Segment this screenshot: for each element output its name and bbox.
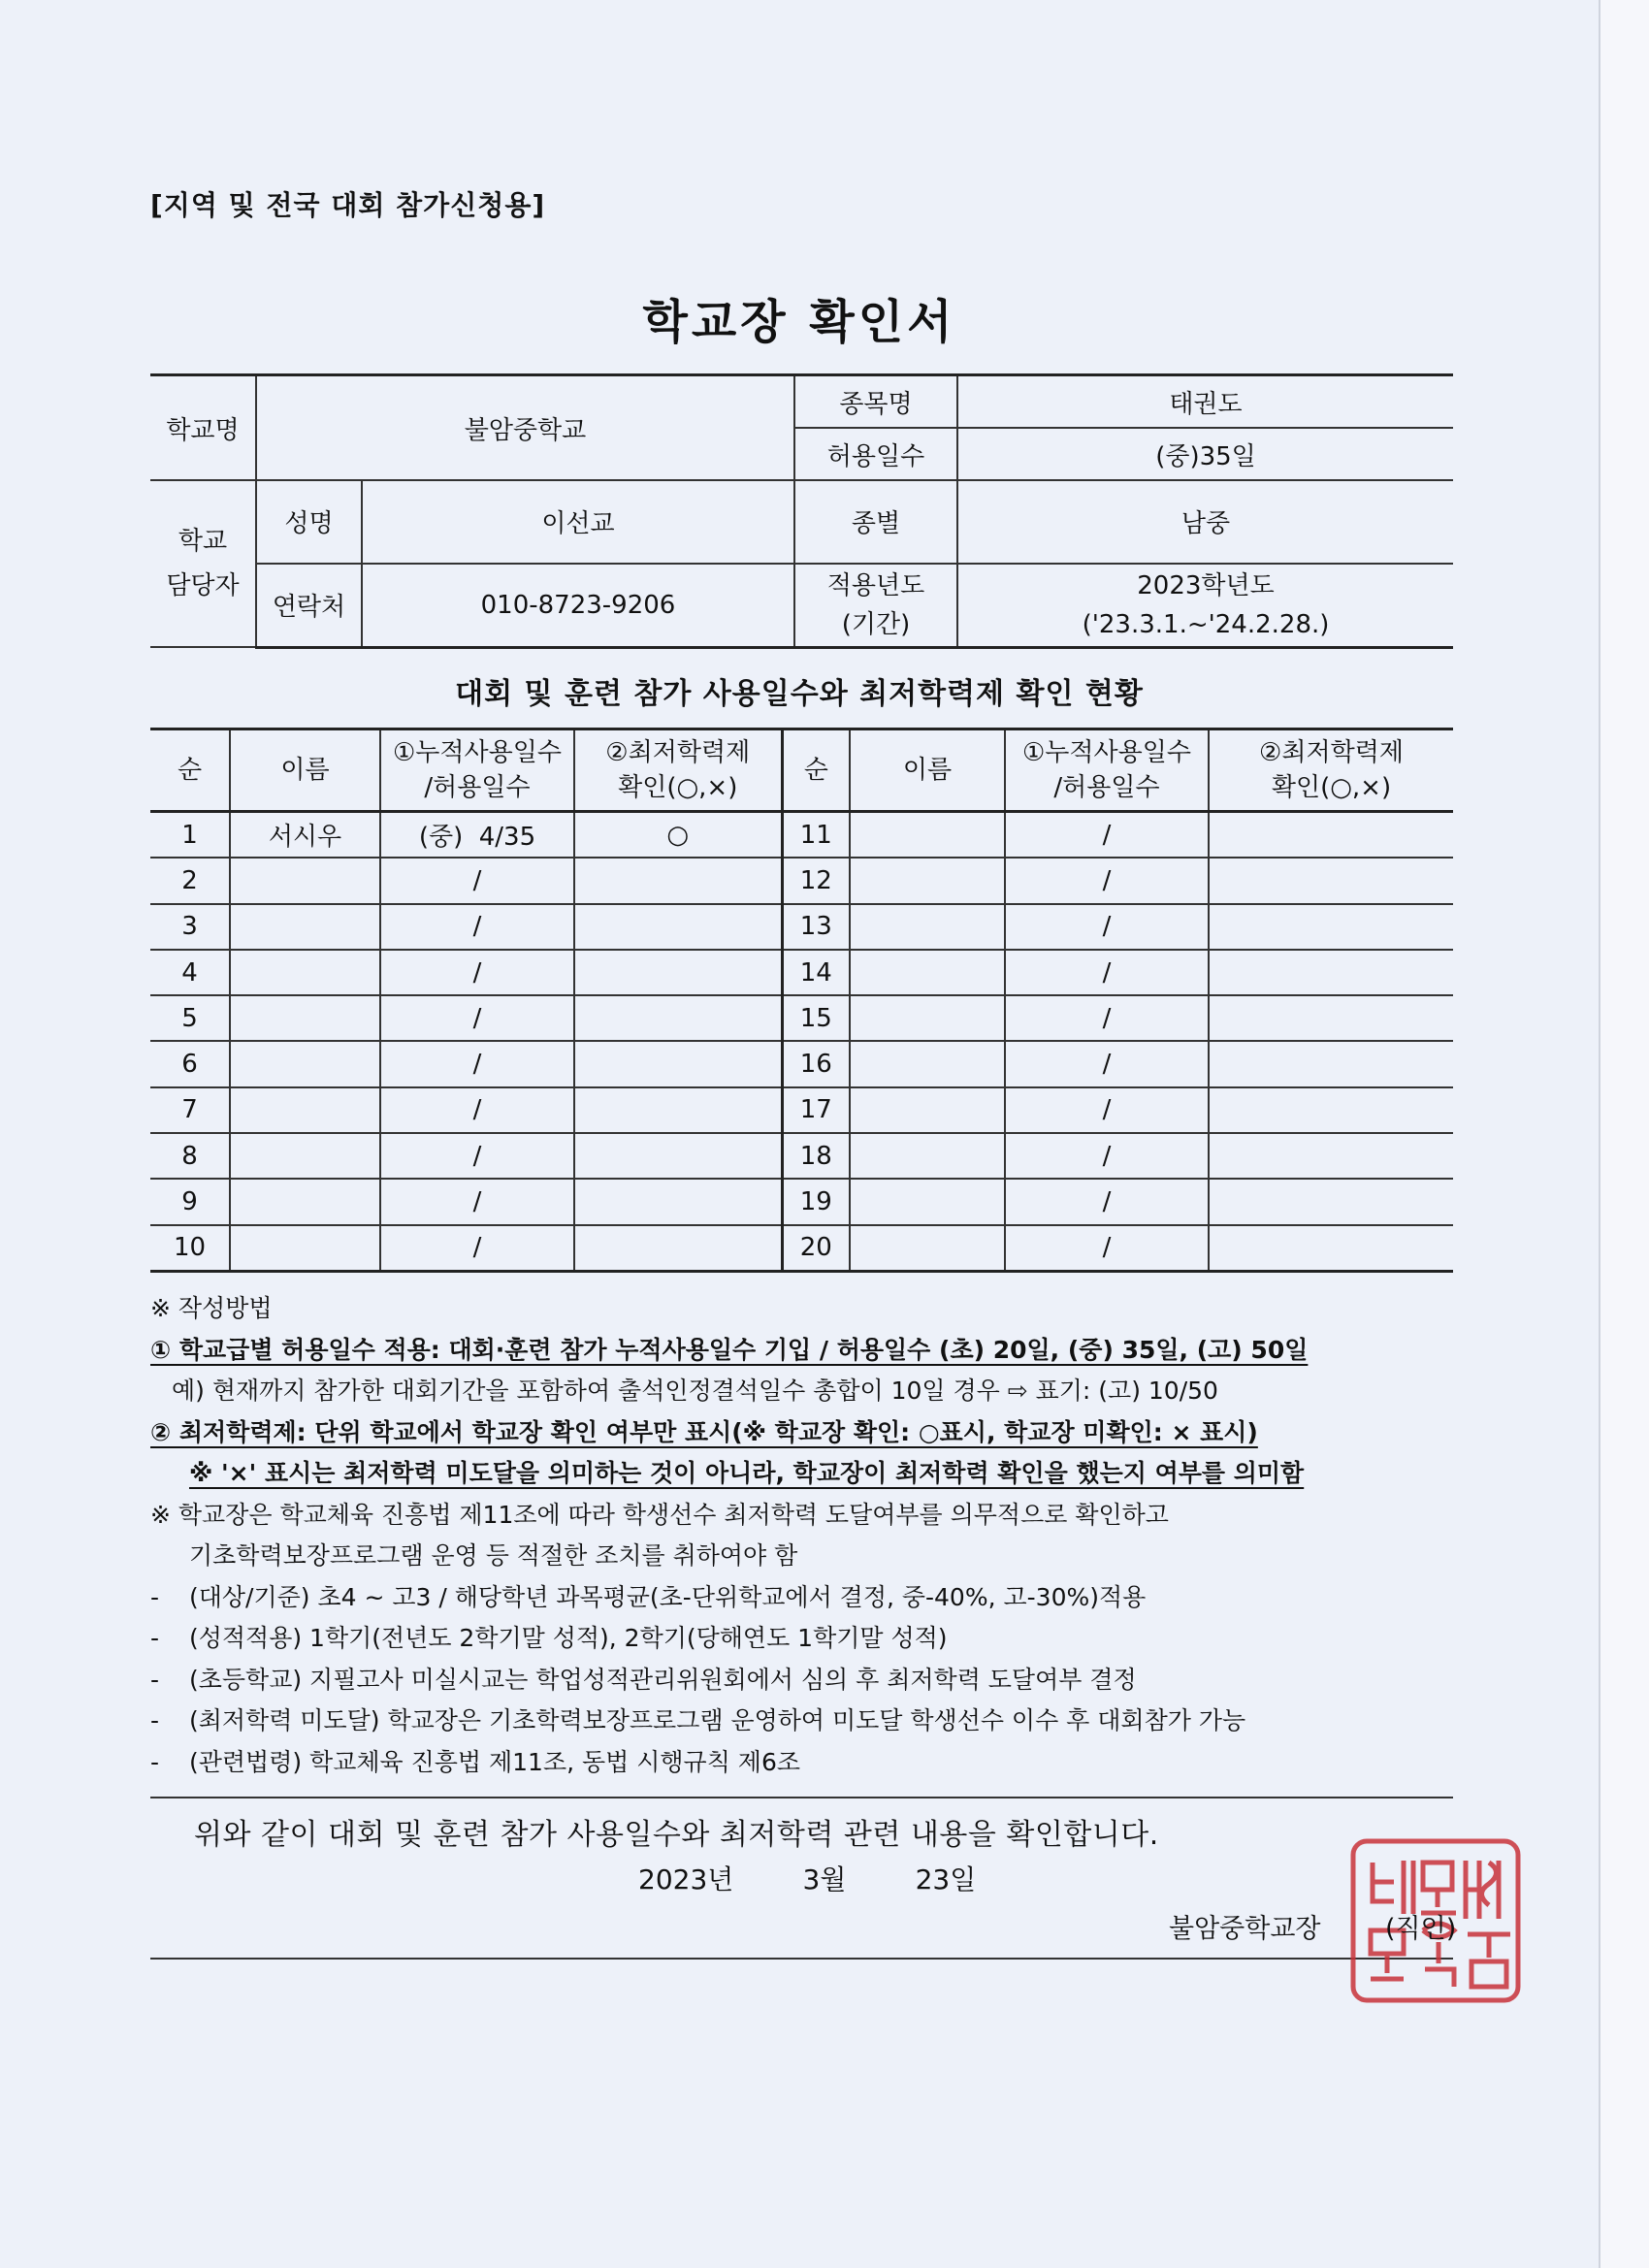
row-name-2 <box>850 1041 1005 1086</box>
row-no: 2 <box>150 858 230 903</box>
row-name <box>230 1087 380 1133</box>
row-check <box>574 950 782 995</box>
dash-bullet: - <box>150 1624 160 1652</box>
header-no: 순 <box>150 729 230 812</box>
row-days-2: / <box>1005 1225 1209 1272</box>
row-days: / <box>380 1179 574 1224</box>
row-days: / <box>380 1133 574 1179</box>
row-name <box>230 1179 380 1224</box>
dash-bullet: - <box>150 1706 160 1734</box>
row-name <box>230 904 380 950</box>
row-no: 7 <box>150 1087 230 1133</box>
row-no: 10 <box>150 1225 230 1272</box>
status-section-title: 대회 및 훈련 참가 사용일수와 최저학력제 확인 현황 <box>455 677 1144 711</box>
footer-top-rule <box>150 1797 1453 1798</box>
contact-group-label-line2: 담당자 <box>166 571 240 600</box>
paper-edge <box>1599 0 1649 2268</box>
row-days: (중) 4/35 <box>380 812 574 859</box>
table-row <box>150 950 1453 995</box>
row-name-2 <box>850 1225 1005 1272</box>
footer-bottom-rule <box>150 1958 1453 1960</box>
bullet-text: (최저학력 미도달) 학교장은 기초학력보장프로그램 운영하여 미도달 학생선수 이수 후 대회참가 가능 <box>189 1706 1246 1734</box>
law-note-line2: 기초학력보장프로그램 운영 등 적절한 조치를 취하여야 함 <box>189 1541 798 1570</box>
document-title: 학교장 확인서 <box>642 295 956 349</box>
year-label <box>794 564 957 647</box>
header-name-2: 이름 <box>850 729 1005 812</box>
dash-bullet: - <box>150 1747 160 1776</box>
header-days-2-line2: /허용일수 <box>1053 773 1160 802</box>
instruction-item-2: ② 최저학력제: 단위 학교에서 학교장 확인 여부만 표시(※ 학교장 확인: ○표시, 학교장 미확인: × 표시) <box>150 1417 1258 1446</box>
row-no: 5 <box>150 995 230 1041</box>
bullet-text: (관련법령) 학교체육 진흥법 제11조, 동법 시행규칙 제6조 <box>189 1747 801 1776</box>
row-check <box>574 904 782 950</box>
table-row <box>150 1133 1453 1179</box>
instructions-heading: ※ 작성방법 <box>150 1294 273 1322</box>
row-check: ○ <box>574 812 782 859</box>
phone-value: 010-8723-9206 <box>362 564 794 647</box>
row-name <box>230 1133 380 1179</box>
row-name-2 <box>850 904 1005 950</box>
row-no-2: 19 <box>782 1179 850 1224</box>
row-name-2 <box>850 995 1005 1041</box>
header-days-2 <box>1005 729 1209 812</box>
header-days <box>380 729 574 812</box>
instruction-item-1-example: 예) 현재까지 참가한 대회기간을 포함하여 출석인정결석일수 총합이 10일 경우 ⇨ 표기: (고) 10/50 <box>172 1377 1218 1405</box>
list-item <box>150 1701 1470 1742</box>
name-value: 이선교 <box>362 480 794 564</box>
row-check-2 <box>1209 812 1453 859</box>
allowed-days-value: (중)35일 <box>957 428 1453 480</box>
table-row <box>150 995 1453 1041</box>
header-days-line2: /허용일수 <box>424 773 531 802</box>
school-value: 불암중학교 <box>256 375 794 481</box>
bullet-text: (초등학교) 지필고사 미실시교는 학업성적관리위원회에서 심의 후 최저학력 도달여부 결정 <box>189 1665 1137 1694</box>
row-days-2: / <box>1005 1133 1209 1179</box>
row-name-2 <box>850 858 1005 903</box>
row-name-2 <box>850 1179 1005 1224</box>
row-no-2: 14 <box>782 950 850 995</box>
row-name <box>230 1225 380 1272</box>
category-value: 남중 <box>957 480 1453 564</box>
row-days-2: / <box>1005 812 1209 859</box>
row-name-2 <box>850 1133 1005 1179</box>
header-check <box>574 729 782 812</box>
row-check <box>574 1041 782 1086</box>
table-row <box>150 858 1453 903</box>
row-name: 서시우 <box>230 812 380 859</box>
row-no-2: 18 <box>782 1133 850 1179</box>
row-check <box>574 1087 782 1133</box>
year-label-line1: 적용년도 <box>826 570 925 600</box>
dash-bullet: - <box>150 1665 160 1694</box>
category-label: 종별 <box>794 480 957 564</box>
row-check-2 <box>1209 1225 1453 1272</box>
row-check <box>574 858 782 903</box>
allowed-days-label: 허용일수 <box>794 428 957 480</box>
form-usage-tag: [지역 및 전국 대회 참가신청용] <box>150 189 546 221</box>
row-check-2 <box>1209 1179 1453 1224</box>
issue-date: 2023년 3월 23일 <box>638 1863 977 1895</box>
table-row <box>150 812 1453 859</box>
row-check <box>574 1225 782 1272</box>
row-name-2 <box>850 950 1005 995</box>
school-label: 학교명 <box>150 375 256 481</box>
header-no-2: 순 <box>782 729 850 812</box>
instruction-item-2-note: ※ '×' 표시는 최저학력 미도달을 의미하는 것이 아니라, 학교장이 최저학력 확인을 했는지 여부를 의미함 <box>189 1459 1305 1487</box>
row-check-2 <box>1209 858 1453 903</box>
list-item <box>150 1618 1470 1660</box>
row-no-2: 20 <box>782 1225 850 1272</box>
row-no-2: 11 <box>782 812 850 859</box>
row-days-2: / <box>1005 1041 1209 1086</box>
header-days-2-line1: ①누적사용일수 <box>1021 738 1191 767</box>
row-check-2 <box>1209 904 1453 950</box>
row-name <box>230 1041 380 1086</box>
law-note-line1: ※ 학교장은 학교체육 진흥법 제11조에 따라 학생선수 최저학력 도달여부를 의무적으로 확인하고 <box>150 1500 1169 1529</box>
header-name: 이름 <box>230 729 380 812</box>
instructions <box>150 1288 1470 1783</box>
seal-label: (직인) <box>1385 1914 1457 1944</box>
row-check-2 <box>1209 950 1453 995</box>
row-days: / <box>380 1041 574 1086</box>
name-label: 성명 <box>256 480 362 564</box>
table-row <box>150 1225 1453 1272</box>
row-no-2: 12 <box>782 858 850 903</box>
row-days: / <box>380 904 574 950</box>
principal-title: 불암중학교장 <box>1169 1914 1321 1944</box>
row-no: 8 <box>150 1133 230 1179</box>
header-check-2 <box>1209 729 1453 812</box>
status-table <box>150 728 1453 1273</box>
header-check-line1: ②최저학력제 <box>605 738 751 767</box>
dash-bullet: - <box>150 1582 160 1611</box>
year-value-line1: 2023학년도 <box>1137 570 1275 600</box>
row-no: 6 <box>150 1041 230 1086</box>
row-check-2 <box>1209 1087 1453 1133</box>
confirmation-statement: 위와 같이 대회 및 훈련 참가 사용일수와 최저학력 관련 내용을 확인합니다. <box>194 1818 1159 1852</box>
contact-group-label-line1: 학교 <box>178 527 228 556</box>
row-check <box>574 995 782 1041</box>
row-name <box>230 858 380 903</box>
row-no: 9 <box>150 1179 230 1224</box>
sport-value: 태권도 <box>957 375 1453 429</box>
status-table-header <box>150 729 1453 812</box>
row-no-2: 13 <box>782 904 850 950</box>
sport-label: 종목명 <box>794 375 957 429</box>
year-label-line2: (기간) <box>841 609 911 639</box>
row-no: 1 <box>150 812 230 859</box>
row-days-2: / <box>1005 1179 1209 1224</box>
row-no: 4 <box>150 950 230 995</box>
header-check-line2: 확인(○,×) <box>618 773 738 802</box>
row-name <box>230 950 380 995</box>
row-check-2 <box>1209 995 1453 1041</box>
row-days-2: / <box>1005 950 1209 995</box>
row-days-2: / <box>1005 858 1209 903</box>
contact-group-label <box>150 480 256 647</box>
row-check <box>574 1133 782 1179</box>
table-row <box>150 1179 1453 1224</box>
list-item <box>150 1742 1470 1784</box>
bullet-text: (대상/기준) 초4 ~ 고3 / 해당학년 과목평균(초-단위학교에서 결정, 중-40%, 고-30%)적용 <box>189 1582 1147 1611</box>
year-value <box>957 564 1453 647</box>
bullet-text: (성적적용) 1학기(전년도 2학기말 성적), 2학기(당해연도 1학기말 성적) <box>189 1624 948 1652</box>
table-row <box>150 904 1453 950</box>
table-row <box>150 1087 1453 1133</box>
row-check-2 <box>1209 1041 1453 1086</box>
row-check <box>574 1179 782 1224</box>
table-row <box>150 1041 1453 1086</box>
header-check-2-line1: ②최저학력제 <box>1259 738 1404 767</box>
row-days: / <box>380 950 574 995</box>
row-no-2: 15 <box>782 995 850 1041</box>
row-days: / <box>380 1225 574 1272</box>
row-days: / <box>380 1087 574 1133</box>
row-no-2: 16 <box>782 1041 850 1086</box>
row-name-2 <box>850 812 1005 859</box>
row-no: 3 <box>150 904 230 950</box>
row-days: / <box>380 858 574 903</box>
row-no-2: 17 <box>782 1087 850 1133</box>
phone-label: 연락처 <box>256 564 362 647</box>
school-info-table <box>150 373 1453 649</box>
row-days-2: / <box>1005 1087 1209 1133</box>
instruction-item-1: ① 학교급별 허용일수 적용: 대회·훈련 참가 누적사용일수 기입 / 허용일수 (초) 20일, (중) 35일, (고) 50일 <box>150 1335 1309 1364</box>
list-item <box>150 1577 1470 1619</box>
row-days: / <box>380 995 574 1041</box>
row-check-2 <box>1209 1133 1453 1179</box>
header-check-2-line2: 확인(○,×) <box>1271 773 1392 802</box>
row-name <box>230 995 380 1041</box>
row-days-2: / <box>1005 904 1209 950</box>
year-value-line2: ('23.3.1.~'24.2.28.) <box>1082 609 1330 639</box>
header-days-line1: ①누적사용일수 <box>392 738 562 767</box>
list-item <box>150 1660 1470 1701</box>
row-name-2 <box>850 1087 1005 1133</box>
row-days-2: / <box>1005 995 1209 1041</box>
